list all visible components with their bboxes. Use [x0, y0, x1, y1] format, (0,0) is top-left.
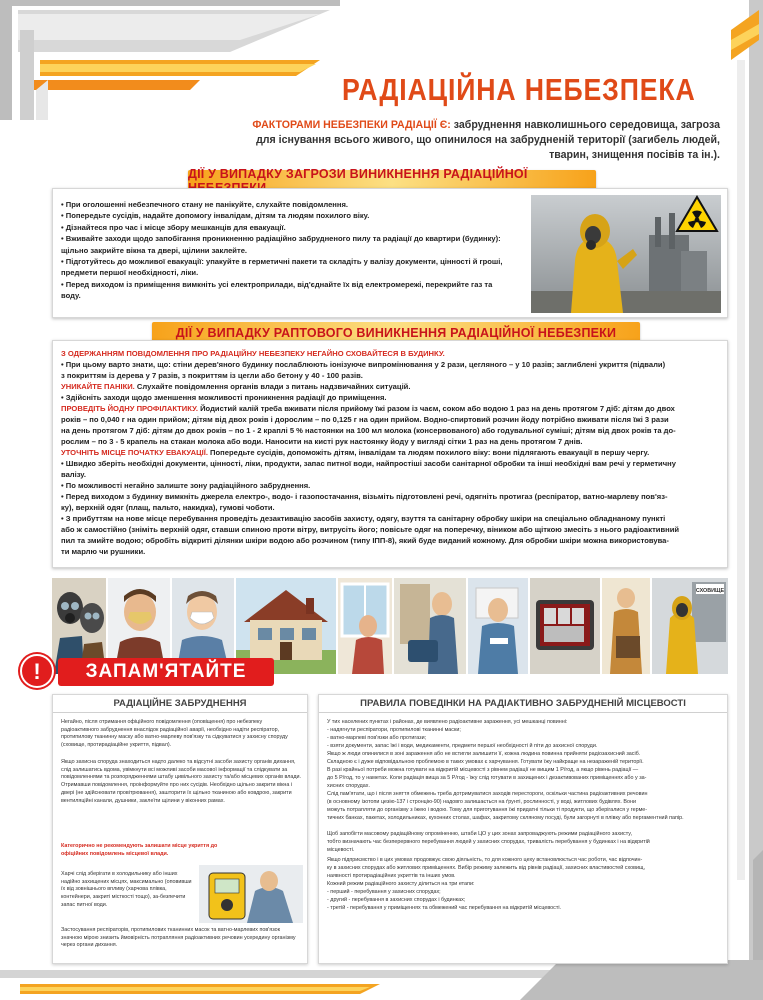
section2-line: • Швидко зберіть необхідні документи, цінності, ліки, продукти, запас питної води, найпростіші засоби санітарної обробки та інші необхідні вам речі у герметичну — [61, 459, 676, 468]
section2-heading: ДІЇ У ВИПАДКУ РАПТОВОГО ВИНИКНЕННЯ РАДІАЦІЙНОЇ НЕБЕЗПЕКИ — [175, 326, 617, 340]
left-paragraph: Харчі слід зберігати в холодильнику або інших надійно захищених місцях, максимально (оповивши їх від зовнішнього впливу (харчова плівка, контейнери, закриті місткості тощо), зa-безпечити запас питної води. — [61, 871, 192, 908]
subtitle-lead: ФАКТОРАМИ НЕБЕЗПЕКИ РАДІАЦІЇ Є: — [252, 119, 451, 131]
right-line: (в основному ізотопи цезію-137 і стронцію-90) надовго залишається на ґрунті, рослинності, у воді, житлових будівлях. Вони — [327, 799, 636, 805]
dosimeter-illustration — [199, 865, 303, 923]
list-item: • При оголошенні небезпечного стану не панікуйте, слухайте повідомлення. — [61, 200, 349, 209]
list-item: • Підготуйтесь до можливої евакуації: упакуйте в герметичні пакети та складіть у валізу документи, цінності й гроші, — [61, 257, 503, 267]
section2-line: • З прибуттям на нове місце перебування проведіть дезактивацію засобів захисту, одягу, взуття та санітарну обробку шкіри на спеціально обладнаному пункті — [61, 514, 666, 523]
bottom-frame — [0, 960, 763, 1000]
remember-banner — [20, 654, 280, 690]
section1-list — [61, 197, 521, 302]
right-line: - другий - перебування в захисних спорудах і будинках; — [327, 897, 466, 903]
left-column-heading: РАДІАЦІЙНЕ ЗАБРУДНЕННЯ — [53, 695, 307, 713]
right-line: Якщо ж люди опинилися в зоні зараження або не встигли залишити її, кожна людина повинна прийняти радіозахисний засіб. — [327, 751, 641, 757]
sealing-window — [338, 578, 392, 674]
section1-box — [52, 188, 728, 318]
top-left-frame — [0, 0, 340, 120]
right-line: Складною є і дуже відповідальною проблемою в таких умовах є харчування. Готувати їжу найкраще на незараженій території. — [327, 759, 644, 765]
iodine-pills-case — [530, 578, 600, 674]
right-line: хисних спорудах. — [327, 783, 370, 789]
right-line: - ватно-марлеві пов'язки або протигази; — [327, 735, 427, 741]
left-paragraph: Застосування респіраторів, протипилових тканинних масок та ватно-марлевих пов'язок значною мірою знизить ймовірність потрапляння радіоактивних речовин усередину організму через органи дихання. — [61, 927, 296, 949]
right-line: - взяти документи, запас їжі і води, медикаменти, предмети першої необхідності й піти до захисної споруди. — [327, 743, 598, 749]
right-line: можуть потрапляти до організму з їжею і водою. Тому для приготування їжі придатні тільки ті продукти, що зберігалися у герме- — [327, 807, 648, 813]
list-item: предмети першої необхідності, ліки. — [61, 268, 199, 278]
right-line: до 5 Р/год, то у наметах. Коли радіація вища за 5 Р/год - їжу слід готувати в захищених і дезактивованих приміщеннях або у за- — [327, 775, 647, 781]
page-title: РАДІАЦІЙНА НЕБЕЗПЕКА — [342, 72, 696, 107]
right-line: В разі крайньої потреби можна готувати на відкритій місцевості з рівнем радіації не вищим 1 Р/год, а якщо рівень радіації — — [327, 767, 639, 773]
right-line: Щоб запобігти масовому радіаційному опроміненню, штаби ЦО у цих зонах запроваджують режими радіаційного захисту, — [327, 831, 632, 837]
washing-hands — [468, 578, 528, 674]
radiation-contamination-box — [52, 694, 308, 964]
subtitle-text: забруднення навколишнього середовища, загроза для існування всього живого, що опинилося на забрудненій території (загибель людей, тварин, знищення посівів та ін.). — [256, 119, 720, 161]
left-paragraph-warning: Категорично не рекомендують залишати місце укриття до офіційних повідомлень місцевої влади. — [61, 843, 218, 857]
section2-box — [52, 340, 728, 568]
suitcase — [602, 578, 650, 674]
section2-line: пил та змийте водою; обробіть відкриті ділянки шкіри водою або розчином (типу ІПП-8), який буде виданий кожному. Для обробки шкіри можна використовува- — [61, 536, 669, 545]
list-item: воду. — [61, 291, 81, 301]
right-line: - перший - перебування у захисних спорудах; — [327, 889, 441, 895]
section2-line: • При цьому варто знати, що: стіни дерев'яного будинку послаблюють іонізуюче випромінювання у 2 рази, цегляного – у 10 разів; заглиблені укриття (підвали) — [61, 360, 666, 369]
protective-suit-photo — [531, 195, 721, 313]
right-line: - надягнути респіратори, протипилові тканинні маски; — [327, 727, 461, 733]
list-item: щільно закрийте вікна та двері, щілини заклейте. — [61, 245, 248, 255]
subtitle — [250, 118, 720, 163]
section2-line: рослим – по 3 - 5 крапель на стакан молока або води. Наносити на кисті рук настоянку йоду у вигляді сітки 1 раз на день протягом 7 днів. — [61, 437, 583, 446]
right-line: У тих населених пунктах і районах, де виявлено радіоактивне зараження, усі мешканці повинні: — [327, 719, 568, 725]
remember-label: ЗАПАМ'ЯТАЙТЕ — [58, 658, 274, 686]
list-item: • Перед виходом із приміщення вимкніть усі електроприлади, від'єднайте їх від електромережі, перекрийте газ та — [61, 279, 493, 289]
section2-line: ку), верхній одяг (плащ, пальто, накидка), гумові чоботи. — [61, 503, 275, 512]
section2-line: з покриттям із дерева у 7 разів, з покриттям із цегли або бетону у 40 - 100 разів. — [61, 371, 363, 380]
section2-line: • Перед виходом з будинку вимкніть джерела електро-, водо- і газопостачання, візьміть підготовлені речі, одягніть протигаз (респіратор, ватно-марлеву пов'яз- — [61, 492, 668, 501]
list-item: • Попередьте сусідів, надайте допомогу інвалідам, дітям та людям похилого віку. — [61, 211, 370, 221]
right-line: Кожний режим радіаційного захисту ділиться на три етапи: — [327, 881, 475, 887]
shelter-sign: СХОВИЩЕ — [695, 588, 725, 594]
section2-line: УНИКАЙТЕ ПАНІКИ. Слухайте повідомлення органів влади з питань надзвичайних ситуацій. — [61, 382, 411, 391]
exclamation-icon: ! — [20, 654, 54, 688]
right-line: місцевості. — [327, 847, 355, 853]
left-paragraph: Негайно, після отримання офіційного повідомлення (оповіщення) про небезпеку радіоактивного забруднення внаслідок радіаційної аварії, необхідно надіти респіратор, протипилову тканинну маску або ватно-марлеву пов'язку та сідкуватися у захисну споруду (сховище, протирадіаційне укриття, підвал). — [61, 719, 288, 749]
right-line: тобто визначають час безперервного перебування людей у захисних спорудах, тривалість перебування у будинках і на відкритій — [327, 839, 650, 845]
right-line: наявності протирадіаційних укриттів та інших умов. — [327, 873, 456, 879]
right-line: тичних банках, пакетах, холодильниках, кухонних столах, шафах, закритому скляному посуді, були загорнуті в плівку або пергаментний папір. — [327, 815, 684, 821]
right-column-heading: ПРАВИЛА ПОВЕДІНКИ НА РАДІАКТИВНО ЗАБРУДНЕНІЙ МІСЦЕВОСТІ — [319, 695, 727, 713]
section1-heading: ДІЇ У ВИПАДКУ ЗАГРОЗИ ВИНИКНЕННЯ РАДІАЦІЙНОЇ — [188, 167, 528, 181]
section2-line: УТОЧНІТЬ МІСЦЕ ПОЧАТКУ ЕВАКУАЦІЇ. Попередьте сусідів, допоможіть дітям, інвалідам та людям похилого віку: вони підлягають евакуації в першу чергу. — [61, 448, 650, 457]
right-frame — [723, 0, 763, 1000]
section2-line: валізу. — [61, 470, 86, 479]
behaviour-rules-box — [318, 694, 728, 964]
section2-line: або ж самостійно (зніміть верхній одяг, ставши спиною проти вітру, витрусіть його; повісьте одяг на поперечку, віником або щіткою змесіть з нього радіоактивний — [61, 525, 680, 534]
section2-line: років – по 0,040 г на один прийом; дітям від двох років і дорослим – по 0,125 г на один прийом. Водно-спиртовий розчин йоду потрібно вживати після їжі 3 рази — [61, 415, 669, 424]
right-line: - третій - перебування у приміщеннях та обмежений час перебування на відкритій місцевості. — [327, 905, 562, 911]
section2-line: на день протягом 7 діб: дітям до двох років – по 1 - 2 краплі 5 % настоянки на 100 мл молока (консервованого) або годувальної суміші; дітям від двох років та до- — [61, 426, 676, 435]
right-line: Слід пам'ятати, що і після зняття обмежень треба дотримуватися заходів перестороги, оскільки частина радіоактивних речовин — [327, 791, 648, 797]
right-line: Якщо підприємство і в цих умовах продовжує свою діяльність, то для кожного цеху встановлюється час роботи, час відпочин- — [327, 857, 643, 863]
list-item: • Дізнайтеся про час і місце збору мешканців для евакуації. — [61, 222, 286, 232]
left-paragraph: Якщо захисна споруда знаходиться надто далеко та відсутні засоби захисту органів дихання, слід залишатись вдома, увімкнути всі можливі засоби масової інформації та слідкувати за повідомленнями та розпорядженнями штабу цивільного захисту та/або місцевих органів влади. Отримавши повідомлення, проінформуйте про них сусідів. Необхідно щільно закрити вікна і двері (не здійснювати провітрювання), зашторити їх щільно тканиною або ковдрою, закрити вентиляційні канали, душники, заклеїти щілини у віконних рамах. — [61, 759, 301, 804]
protective-suit-person — [652, 578, 728, 674]
section2-line: • По можливості негайно залиште зону радіаційного забруднення. — [61, 481, 311, 490]
evacuation-bag — [394, 578, 466, 674]
section2-line: З ОДЕРЖАННЯМ ПОВІДОМЛЕННЯ ПРО РАДІАЦІЙНУ НЕБЕЗПЕКУ НЕГАЙНО СХОВАЙТЕСЯ В БУДИНКУ. — [61, 349, 445, 358]
section2-line: • Здійсніть заходи щодо зменшення можливості проникнення радіації до приміщення. — [61, 393, 387, 402]
section2-line: ПРОВЕДІТЬ ЙОДНУ ПРОФІЛАКТИКУ. Йодистий калій треба вживати після прийому їжі разом із чаєм, соком або водою 1 раз на день протягом 7 діб: дітям до двох — [61, 404, 675, 413]
right-line: ку в захисних спорудах або житлових приміщеннях. Вибір режиму залежить від рівнів радіації, захисних властивостей сховищ, — [327, 865, 645, 871]
list-item: • Вживайте заходи щодо запобігання проникненню радіаційно забрудненого пилу та радіації до квартири (будинку): — [61, 234, 501, 244]
section2-line: ти марлю чи рушники. — [61, 547, 146, 556]
